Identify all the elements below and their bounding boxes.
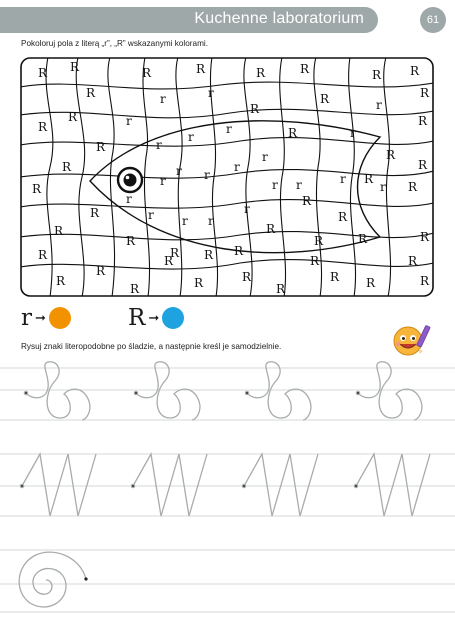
puzzle-letter-upper: R bbox=[420, 230, 430, 244]
ruled-lines bbox=[0, 368, 455, 612]
puzzle-letter-upper: R bbox=[234, 244, 244, 258]
puzzle-letter-upper: R bbox=[96, 264, 106, 278]
spiral-trace bbox=[19, 552, 87, 607]
puzzle-letter-upper: R bbox=[358, 232, 368, 246]
puzzle-letter-upper: R bbox=[320, 92, 330, 106]
puzzle-letter-upper: R bbox=[242, 270, 252, 284]
page-title: Kuchenne laboratorium bbox=[194, 10, 364, 27]
page-number-badge: 61 bbox=[420, 7, 446, 33]
puzzle-letter-upper: R bbox=[418, 158, 428, 172]
task-1-instruction: Pokoloruj pola z literą „r”, „R” wskazanymi kolorami. bbox=[21, 39, 208, 48]
puzzle-letter-upper: R bbox=[420, 86, 430, 100]
task-2-instruction: Rysuj znaki literopodobne po śladzie, a następnie kreśl je samodzielnie. bbox=[21, 342, 282, 351]
puzzle-letter-upper: R bbox=[288, 126, 298, 140]
legend-letter: R bbox=[128, 305, 146, 331]
puzzle-letter-upper: R bbox=[170, 246, 180, 260]
puzzle-letter-upper: R bbox=[300, 62, 310, 76]
puzzle-letter-lower: r bbox=[262, 150, 268, 164]
puzzle-letter-upper: R bbox=[86, 86, 96, 100]
start-dot bbox=[131, 484, 134, 487]
legend-lowercase-r bbox=[21, 305, 71, 331]
puzzle-letter-upper: R bbox=[410, 64, 420, 78]
puzzle-letter-upper: R bbox=[372, 68, 382, 82]
puzzle-letter-upper: R bbox=[90, 206, 100, 220]
color-by-letter-puzzle[interactable] bbox=[20, 57, 434, 297]
start-dot bbox=[356, 391, 359, 394]
puzzle-letter-lower: r bbox=[156, 138, 162, 152]
zigzag-trace bbox=[244, 454, 318, 516]
loop-wave-traces bbox=[24, 362, 422, 420]
puzzle-letter-upper: R bbox=[408, 254, 418, 268]
zigzag-trace bbox=[133, 454, 207, 516]
start-dot bbox=[134, 391, 137, 394]
puzzle-letter-lower: r bbox=[340, 172, 346, 186]
loop-wave-trace bbox=[247, 362, 311, 420]
puzzle-letter-lower: r bbox=[160, 174, 166, 188]
puzzle-letter-lower: r bbox=[226, 122, 232, 136]
puzzle-letter-upper: R bbox=[130, 282, 140, 296]
puzzle-letter-upper: R bbox=[256, 66, 266, 80]
puzzle-letter-lower: r bbox=[208, 86, 214, 100]
puzzle-letter-upper: R bbox=[38, 120, 48, 134]
puzzle-letter-upper: R bbox=[164, 254, 174, 268]
legend-letter: r bbox=[21, 305, 32, 331]
start-dot bbox=[242, 484, 245, 487]
puzzle-letter-upper: R bbox=[366, 276, 376, 290]
puzzle-letter-upper: R bbox=[62, 160, 72, 174]
puzzle-letter-upper: R bbox=[38, 66, 48, 80]
puzzle-letter-lower: r bbox=[148, 208, 154, 222]
loop-wave-trace bbox=[136, 362, 200, 420]
puzzle-letter-upper: R bbox=[38, 248, 48, 262]
puzzle-letter-upper: R bbox=[418, 114, 428, 128]
puzzle-letter-lower: r bbox=[208, 214, 214, 228]
puzzle-letter-upper: R bbox=[96, 140, 106, 154]
fish-eye-icon bbox=[118, 168, 142, 192]
puzzle-letter-lower: r bbox=[234, 160, 240, 174]
puzzle-letter-upper: R bbox=[196, 62, 206, 76]
puzzle-letter-upper: R bbox=[338, 210, 348, 224]
puzzle-letter-upper: R bbox=[204, 248, 214, 262]
zigzag-trace bbox=[356, 454, 430, 516]
puzzle-letter-lower: r bbox=[126, 114, 132, 128]
puzzle-letter-upper: R bbox=[420, 274, 430, 288]
start-dot bbox=[245, 391, 248, 394]
smiling-face-with-pencil-icon bbox=[388, 321, 434, 357]
puzzle-letter-upper: R bbox=[364, 172, 374, 186]
puzzle-letter-upper: R bbox=[266, 222, 276, 236]
loop-wave-trace bbox=[358, 362, 422, 420]
puzzle-letter-lower: r bbox=[182, 214, 188, 228]
puzzle-letter-upper: R bbox=[54, 224, 64, 238]
puzzle-letter-lower: r bbox=[272, 178, 278, 192]
puzzle-letter-lower: r bbox=[350, 126, 356, 140]
puzzle-letter-lower: r bbox=[160, 92, 166, 106]
loop-wave-trace bbox=[26, 362, 90, 420]
blue-color-dot bbox=[162, 307, 184, 329]
zigzag-traces bbox=[20, 454, 430, 516]
puzzle-letter-upper: R bbox=[276, 282, 286, 296]
header-bar bbox=[0, 7, 378, 33]
puzzle-letter-lower: r bbox=[126, 192, 132, 206]
puzzle-letter-lower: r bbox=[188, 130, 194, 144]
writing-practice-area[interactable] bbox=[0, 360, 455, 643]
puzzle-letter-upper: R bbox=[32, 182, 42, 196]
puzzle-letter-upper: R bbox=[314, 234, 324, 248]
puzzle-letter-lower: r bbox=[244, 202, 250, 216]
puzzle-letter-upper: R bbox=[250, 102, 260, 116]
puzzle-letter-upper: R bbox=[302, 194, 312, 208]
zigzag-trace bbox=[22, 454, 96, 516]
puzzle-letter-upper: R bbox=[330, 270, 340, 284]
puzzle-letter-upper: R bbox=[126, 234, 136, 248]
puzzle-letter-upper: R bbox=[386, 148, 396, 162]
puzzle-letter-lower: r bbox=[376, 98, 382, 112]
puzzle-letter-upper: R bbox=[310, 254, 320, 268]
puzzle-letter-lower: r bbox=[204, 168, 210, 182]
start-dot bbox=[20, 484, 23, 487]
puzzle-letter-upper: R bbox=[194, 276, 204, 290]
puzzle-letter-upper: R bbox=[68, 110, 78, 124]
arrow-right-icon: ➞ bbox=[35, 310, 46, 325]
puzzle-letter-upper: R bbox=[142, 66, 152, 80]
arrow-right-icon: ➞ bbox=[148, 310, 160, 325]
puzzle-letter-lower: r bbox=[380, 180, 386, 194]
puzzle-letter-upper: R bbox=[408, 180, 418, 194]
start-dot bbox=[354, 484, 357, 487]
puzzle-letter-lower: r bbox=[296, 178, 302, 192]
puzzle-letter-lower: r bbox=[176, 164, 182, 178]
puzzle-letter-upper: R bbox=[70, 60, 80, 74]
puzzle-letters bbox=[32, 60, 430, 296]
legend-uppercase-r bbox=[128, 305, 184, 331]
puzzle-letter-upper: R bbox=[56, 274, 66, 288]
orange-color-dot bbox=[49, 307, 71, 329]
start-dot bbox=[24, 391, 27, 394]
